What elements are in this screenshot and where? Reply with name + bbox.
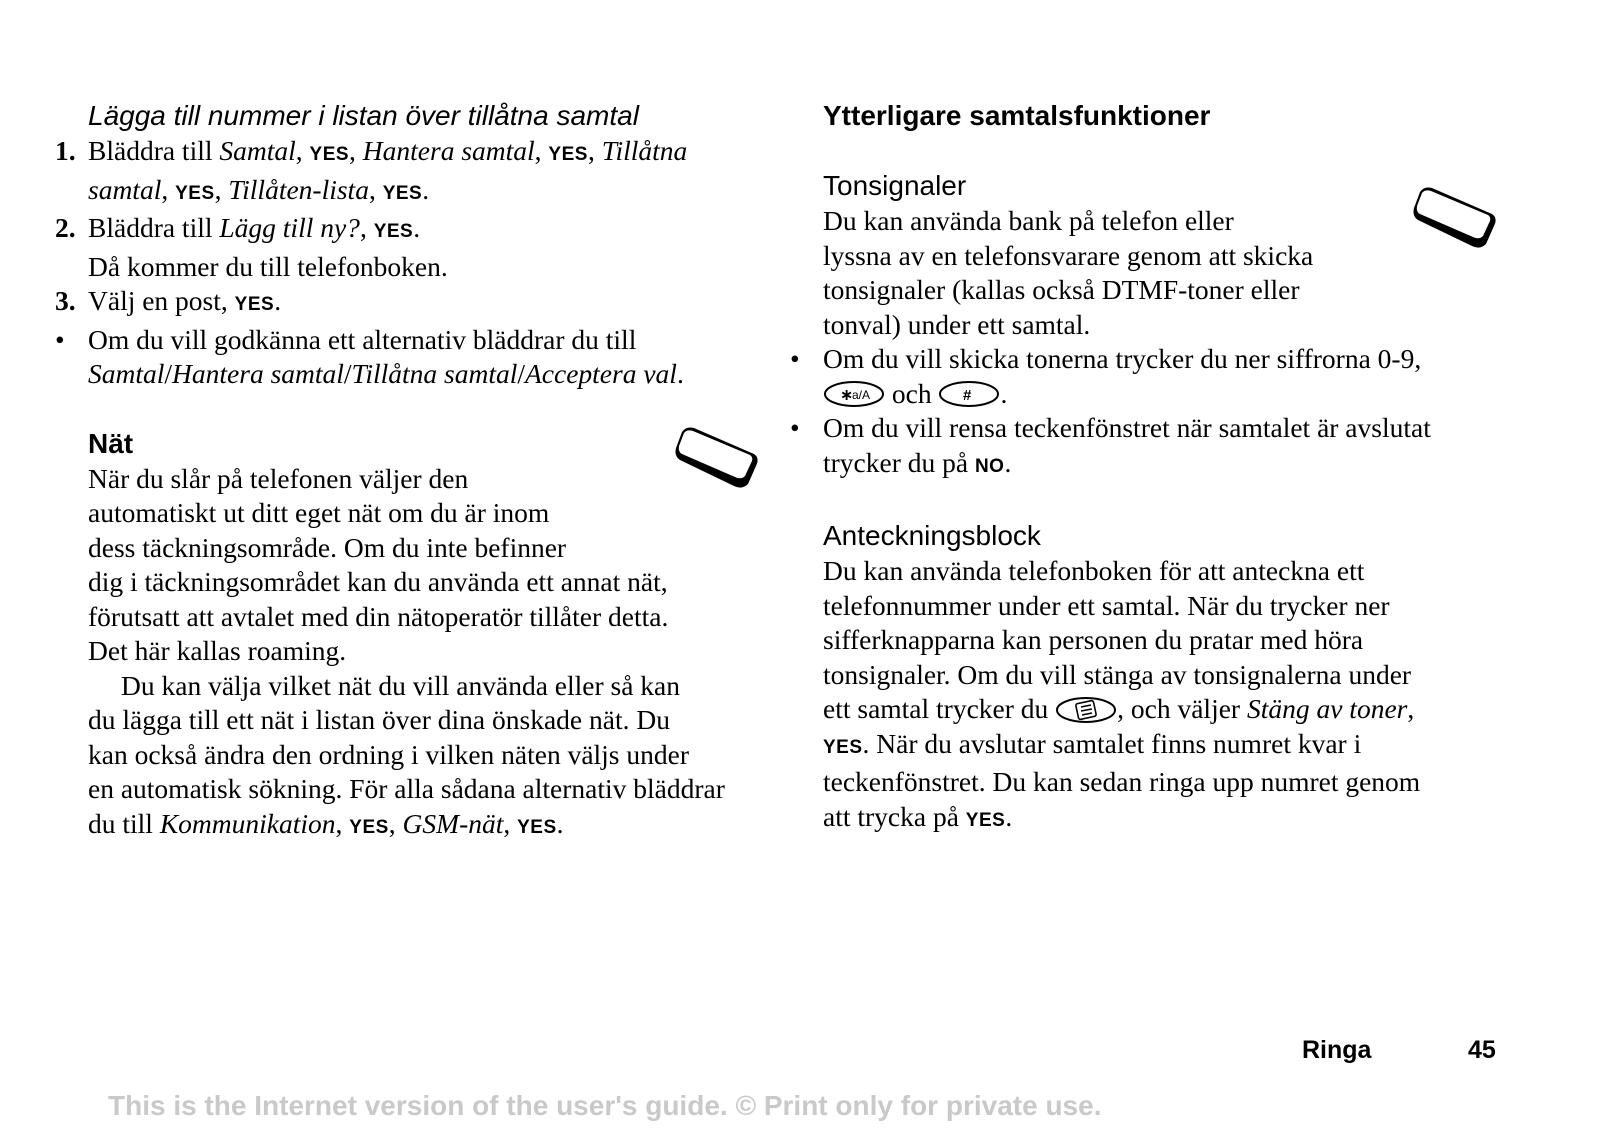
yes-key: YES bbox=[382, 182, 423, 204]
bullet: • bbox=[790, 343, 800, 374]
watermark: This is the Internet version of the user's guide. © Print only for private use. bbox=[108, 1090, 1102, 1121]
nat-line: När du slår på telefonen väljer den bbox=[88, 462, 469, 494]
left-column bbox=[55, 98, 760, 845]
nat-line: Du kan välja vilket nät du vill använda eller så kan bbox=[121, 669, 680, 701]
ant-line: ett samtal trycker du , och väljer Stäng av toner, bbox=[823, 693, 1415, 724]
ton-line: tonsignaler (kallas också DTMF-toner eller bbox=[823, 274, 1300, 305]
menu-key-icon bbox=[1055, 696, 1117, 724]
heading-nat: Nät bbox=[88, 427, 134, 459]
bullet-send-tones: • Om du vill skicka tonerna trycker du ner siffrorna 0-9, bbox=[790, 342, 1500, 377]
heading-extra-functions: Ytterligare samtalsfunktioner bbox=[823, 100, 1211, 131]
step-number: 3. bbox=[55, 285, 76, 316]
bullet-clear-screen: • Om du vill rensa teckenfönstret när samtalet är avslutat bbox=[790, 411, 1500, 446]
nat-line: kan också ändra den ordning i vilken näten väljs under bbox=[88, 738, 689, 770]
yes-key: YES bbox=[175, 182, 215, 204]
step-2: 2. Bläddra till Lägg till ny?, YES. bbox=[55, 211, 760, 250]
phone-icon bbox=[672, 424, 762, 492]
bullet: • bbox=[790, 412, 800, 443]
svg-text:∗: ∗ bbox=[840, 385, 854, 405]
svg-text:#: # bbox=[963, 387, 972, 405]
subheading-tonsignaler: Tonsignaler bbox=[823, 170, 967, 201]
star-key-icon bbox=[823, 380, 885, 408]
nat-last-line: du till Kommunikation, YES, GSM-nät, YES. bbox=[88, 807, 564, 839]
ant-line: teckenfönstret. Du kan sedan ringa upp numret genom bbox=[823, 766, 1421, 797]
ant-line: telefonnummer under ett samtal. När du trycker ner bbox=[823, 589, 1390, 621]
nat-line: förutsatt att avtalet med din nätoperatör tillåter detta. bbox=[88, 600, 669, 632]
step-1: 1. Bläddra till Samtal, YES, Hantera samtal, YES, Tillåtna bbox=[55, 134, 760, 173]
step-2-cont: Då kommer du till telefonboken. bbox=[88, 250, 448, 282]
yes-key: YES bbox=[373, 221, 414, 242]
svg-text:a/A: a/A bbox=[852, 388, 871, 403]
page-number: 45 bbox=[1468, 1036, 1496, 1064]
nat-line: en automatisk sökning. För alla sådana alternativ bläddrar bbox=[88, 773, 725, 804]
nat-line: dig i täckningsområdet kan du använda ett annat nät, bbox=[88, 566, 668, 597]
no-key: NO bbox=[974, 455, 1005, 477]
nat-line: du lägga till ett nät i listan över dina önskade nät. Du bbox=[88, 704, 670, 735]
step-number: 1. bbox=[55, 135, 76, 166]
yes-key: YES bbox=[965, 809, 1006, 831]
nat-line: dess täckningsområde. Om du inte befinner bbox=[88, 531, 567, 563]
yes-key: YES bbox=[548, 144, 588, 165]
bullet-accept-cont: Samtal/Hantera samtal/Tillåtna samtal/Acceptera val. bbox=[88, 358, 684, 389]
step-number: 2. bbox=[55, 212, 76, 243]
nat-line: Det här kallas roaming. bbox=[88, 635, 347, 666]
subheading-allowed-list: Lägga till nummer i listan över tillåtna samtal bbox=[88, 100, 639, 131]
yes-key: YES bbox=[823, 736, 863, 758]
bullet-send-tones-cont: ∗ a/A och # . bbox=[790, 377, 1500, 412]
yes-key: YES bbox=[349, 816, 389, 838]
ton-line: tonval) under ett samtal. bbox=[823, 308, 1091, 340]
ton-line: lyssna av en telefonsvarare genom att skicka bbox=[823, 239, 1314, 271]
hash-key-icon bbox=[938, 380, 1000, 408]
ant-line: YES. När du avslutar samtalet finns numret kvar i bbox=[823, 727, 1362, 759]
ant-line: Du kan använda telefonboken för att anteckna ett bbox=[823, 555, 1365, 586]
yes-key: YES bbox=[517, 816, 557, 838]
subheading-anteckningsblock: Anteckningsblock bbox=[823, 520, 1041, 551]
yes-key: YES bbox=[309, 144, 350, 165]
phone-icon bbox=[1410, 184, 1500, 252]
footer-section-title: Ringa bbox=[1302, 1036, 1372, 1064]
step-3: 3. Välj en post, YES. bbox=[55, 284, 760, 323]
bullet: • bbox=[55, 323, 65, 355]
bullet-clear-screen-cont: trycker du på NO. bbox=[823, 446, 1012, 478]
step-1-cont: samtal, YES, Tillåten-lista, YES. bbox=[88, 173, 430, 205]
right-column bbox=[790, 98, 1500, 838]
yes-key: YES bbox=[234, 294, 275, 315]
ton-line: Du kan använda bank på telefon eller bbox=[823, 205, 1234, 236]
ant-line: sifferknapparna kan personen du pratar med höra bbox=[823, 624, 1364, 655]
ant-line: tonsignaler. Om du vill stänga av tonsignalerna under bbox=[823, 658, 1412, 690]
bullet-accept: • Om du vill godkänna ett alternativ bläddrar du till bbox=[55, 323, 760, 358]
nat-line: automatiskt ut ditt eget nät om du är inom bbox=[88, 497, 550, 528]
ant-line: att trycka på YES. bbox=[823, 800, 1013, 832]
